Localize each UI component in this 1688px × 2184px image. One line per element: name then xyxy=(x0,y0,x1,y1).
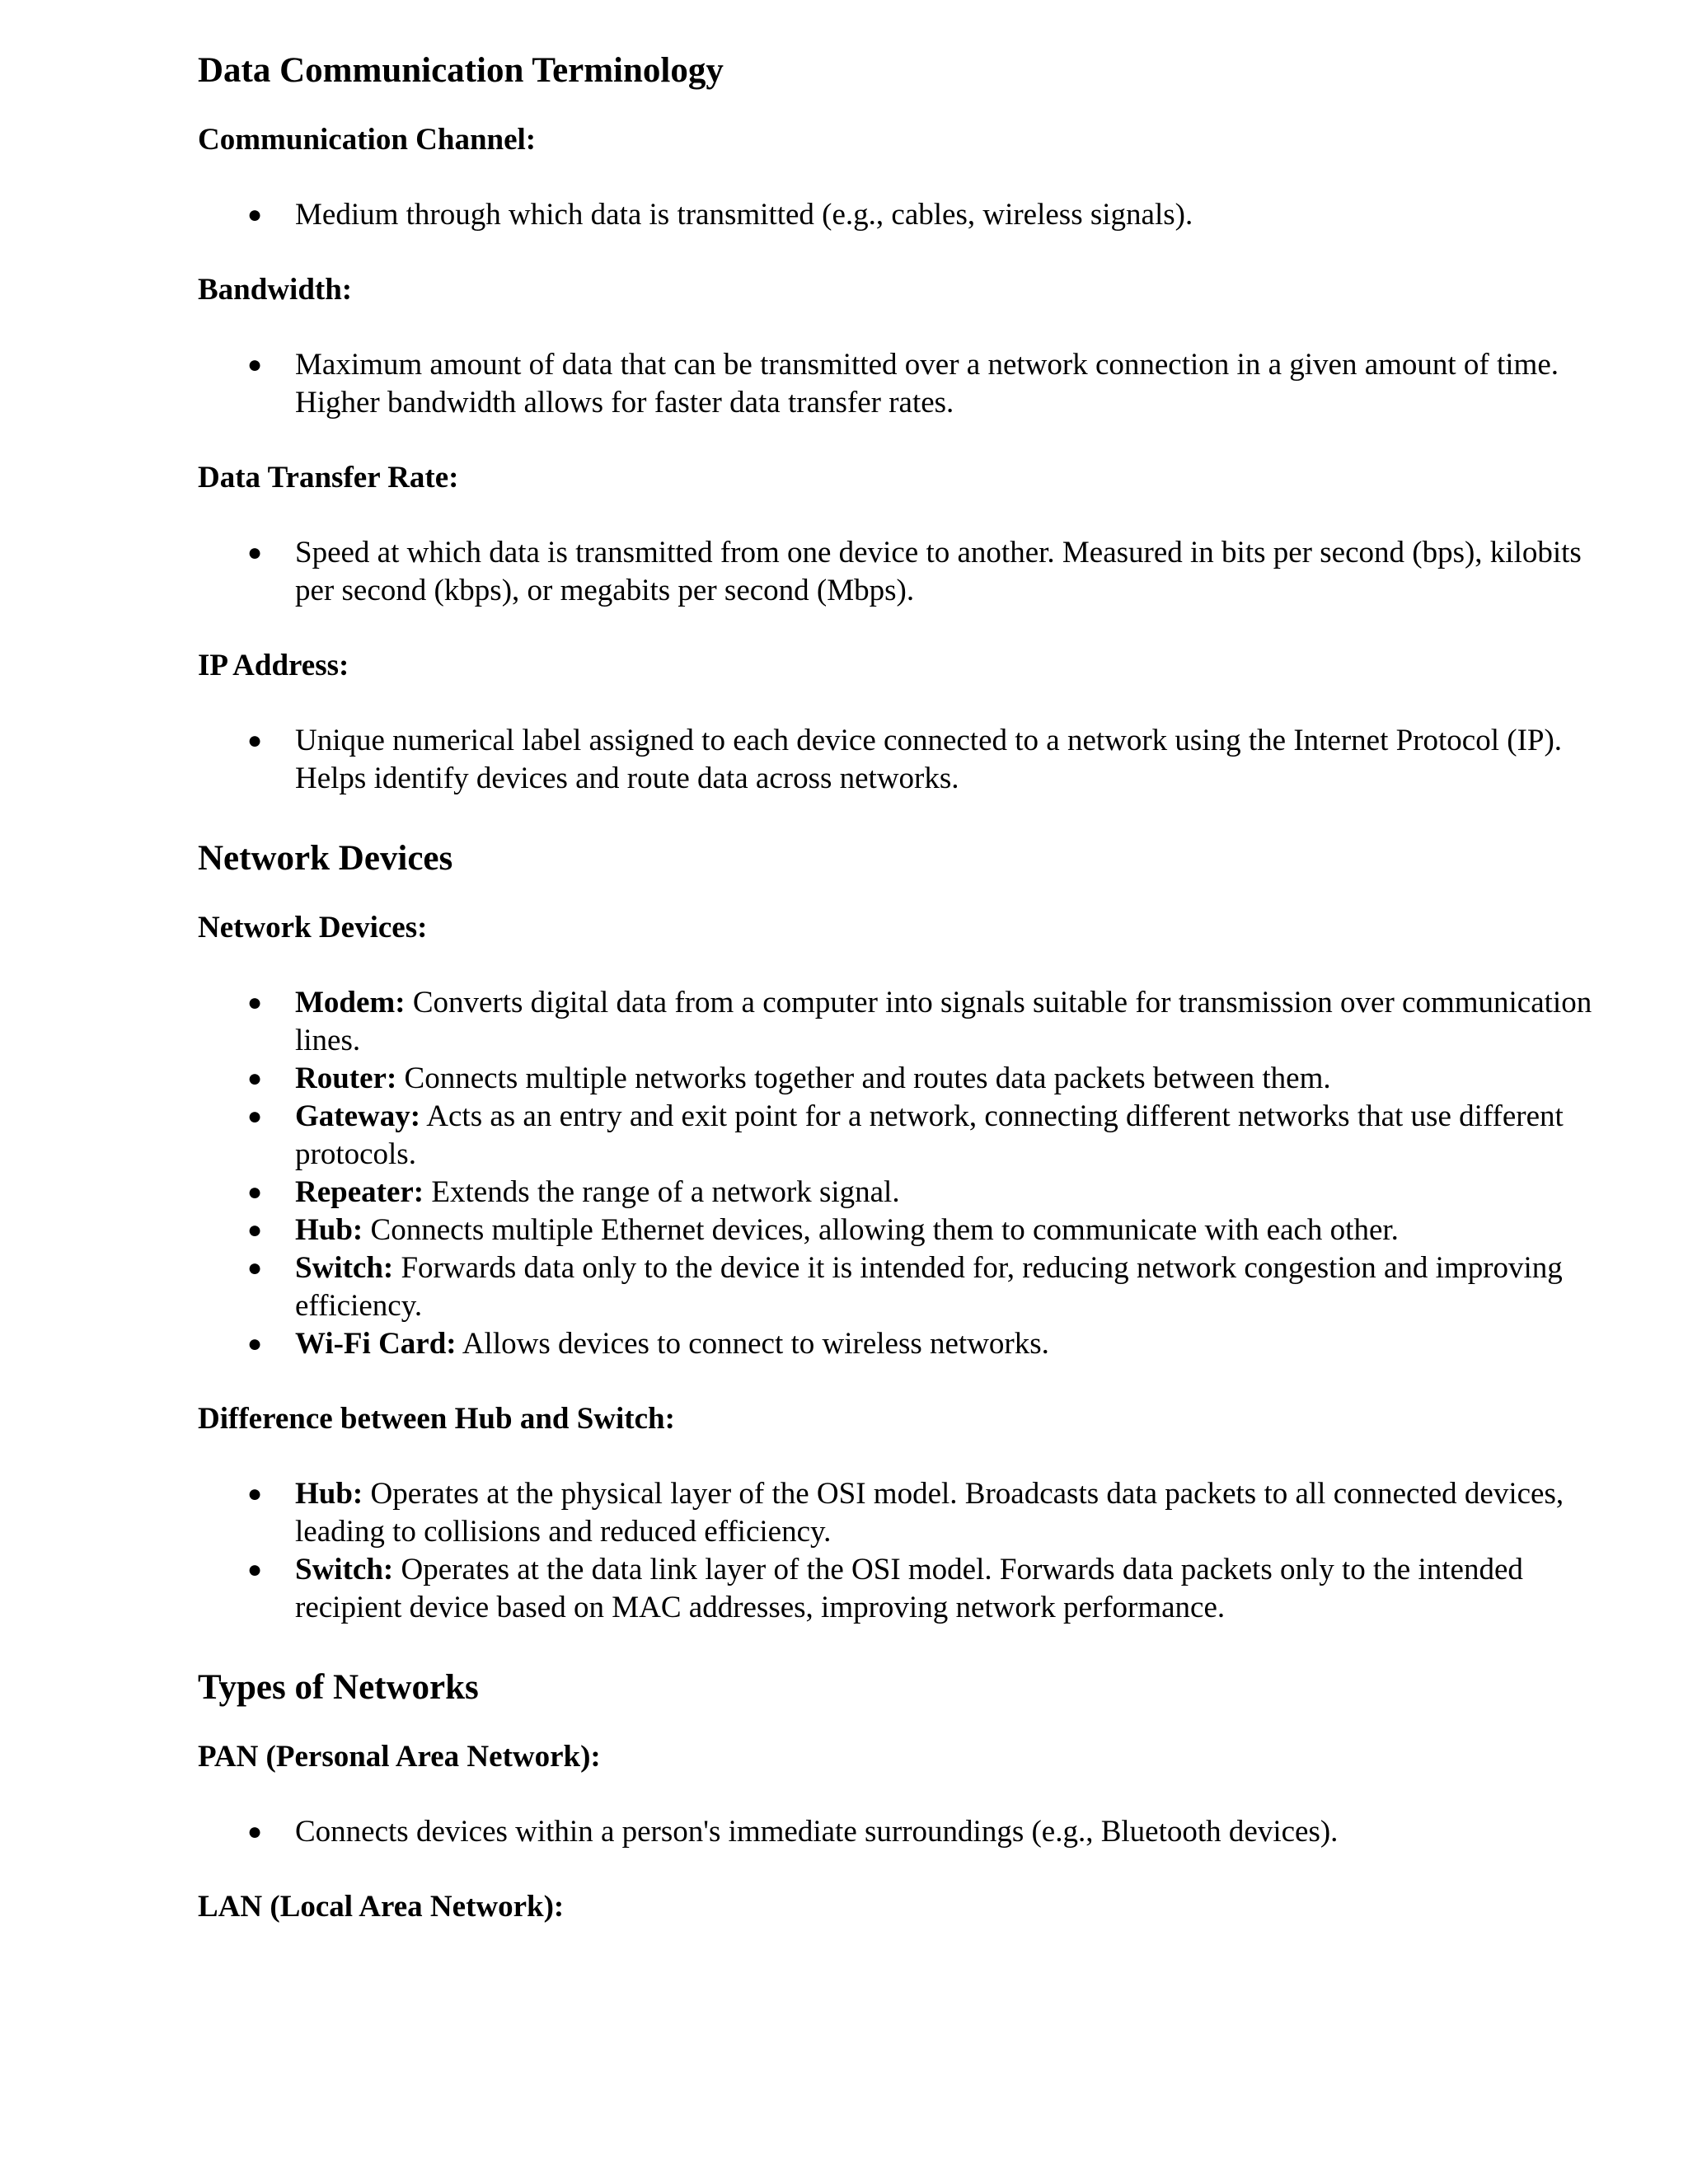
bullet-icon: ● xyxy=(247,1556,263,1583)
bullet-icon: ● xyxy=(247,1179,263,1206)
subheading: LAN (Local Area Network): xyxy=(198,1890,565,1924)
list-item xyxy=(198,984,1614,1060)
list-item xyxy=(198,346,1614,422)
document-page xyxy=(198,46,1599,1963)
item-text: Acts as an entry and exit point for a network, connecting different networks that use different protocols. xyxy=(295,1099,1564,1171)
bullet-list xyxy=(198,984,1599,1363)
list-item xyxy=(198,1325,1614,1363)
bullet-list xyxy=(198,196,1599,234)
bullet-list xyxy=(198,534,1599,610)
list-item xyxy=(198,722,1614,798)
item-term: Hub: xyxy=(295,1213,363,1247)
item-text: Connects multiple Ethernet devices, allowing them to communicate with each other. xyxy=(363,1213,1399,1247)
bullet-list xyxy=(198,1475,1599,1627)
item-text: Allows devices to connect to wireless networks. xyxy=(456,1327,1049,1361)
item-term: Hub: xyxy=(295,1477,363,1511)
bullet-icon: ● xyxy=(247,201,263,228)
subheading: Bandwidth: xyxy=(198,273,353,307)
item-text: Connects devices within a person's immediate surroundings (e.g., Bluetooth devices). xyxy=(295,1815,1339,1849)
bullet-icon: ● xyxy=(247,989,263,1016)
bullet-icon: ● xyxy=(247,1330,263,1357)
item-text: Converts digital data from a computer into signals suitable for transmission over communication lines. xyxy=(295,986,1592,1057)
list-item xyxy=(198,1174,1614,1212)
bullet-icon: ● xyxy=(247,1480,263,1507)
item-text: Operates at the data link layer of the OSI model. Forwards data packets only to the intended recipient device based on MAC addresses, improving network performance. xyxy=(295,1553,1523,1624)
item-term: Gateway: xyxy=(295,1099,421,1133)
list-item xyxy=(198,534,1614,610)
item-term: Modem: xyxy=(295,986,406,1019)
bullet-icon: ● xyxy=(247,539,263,566)
bullet-icon: ● xyxy=(247,727,263,754)
item-text: Forwards data only to the device it is intended for, reducing network congestion and improving efficiency. xyxy=(295,1251,1563,1323)
list-item xyxy=(198,196,1614,234)
bullet-icon: ● xyxy=(247,1103,263,1130)
subheading: PAN (Personal Area Network): xyxy=(198,1740,601,1774)
subheading: IP Address: xyxy=(198,649,349,682)
bullet-icon: ● xyxy=(247,1065,263,1092)
section-title: Data Communication Terminology xyxy=(198,51,724,90)
bullet-icon: ● xyxy=(247,1818,263,1845)
bullet-icon: ● xyxy=(247,1254,263,1282)
list-item xyxy=(198,1098,1614,1174)
subheading: Difference between Hub and Switch: xyxy=(198,1402,675,1436)
list-item xyxy=(198,1813,1614,1851)
item-text: Operates at the physical layer of the OSI model. Broadcasts data packets to all connected devices, leading to collisions and reduced efficiency. xyxy=(295,1477,1564,1549)
section-title: Types of Networks xyxy=(198,1668,479,1707)
list-item xyxy=(198,1212,1614,1249)
bullet-list xyxy=(198,1813,1599,1851)
item-text: Maximum amount of data that can be transmitted over a network connection in a given amount of time. Higher bandwidth allows for faster data transfer rates. xyxy=(295,348,1559,419)
item-term: Switch: xyxy=(295,1251,394,1285)
item-text: Connects multiple networks together and routes data packets between them. xyxy=(396,1062,1331,1095)
list-item xyxy=(198,1060,1614,1098)
item-term: Switch: xyxy=(295,1553,394,1586)
item-text: Speed at which data is transmitted from one device to another. Measured in bits per second (bps), kilobits per second (kbps), or megabits per second (Mbps). xyxy=(295,536,1582,607)
item-text: Medium through which data is transmitted (e.g., cables, wireless signals). xyxy=(295,198,1193,232)
item-text: Extends the range of a network signal. xyxy=(424,1175,900,1209)
subheading: Data Transfer Rate: xyxy=(198,461,459,494)
list-item xyxy=(198,1475,1614,1551)
section-title: Network Devices xyxy=(198,839,453,878)
item-term: Wi-Fi Card: xyxy=(295,1327,457,1361)
subheading: Network Devices: xyxy=(198,911,428,944)
bullet-icon: ● xyxy=(247,351,263,378)
bullet-list xyxy=(198,346,1599,422)
list-item xyxy=(198,1551,1614,1627)
item-term: Repeater: xyxy=(295,1175,424,1209)
item-term: Router: xyxy=(295,1062,397,1095)
subheading: Communication Channel: xyxy=(198,123,537,157)
bullet-icon: ● xyxy=(247,1216,263,1244)
item-text: Unique numerical label assigned to each device connected to a network using the Internet Protocol (IP). Helps identify devices and route data across networks. xyxy=(295,724,1563,795)
list-item xyxy=(198,1249,1614,1325)
bullet-list xyxy=(198,722,1599,798)
